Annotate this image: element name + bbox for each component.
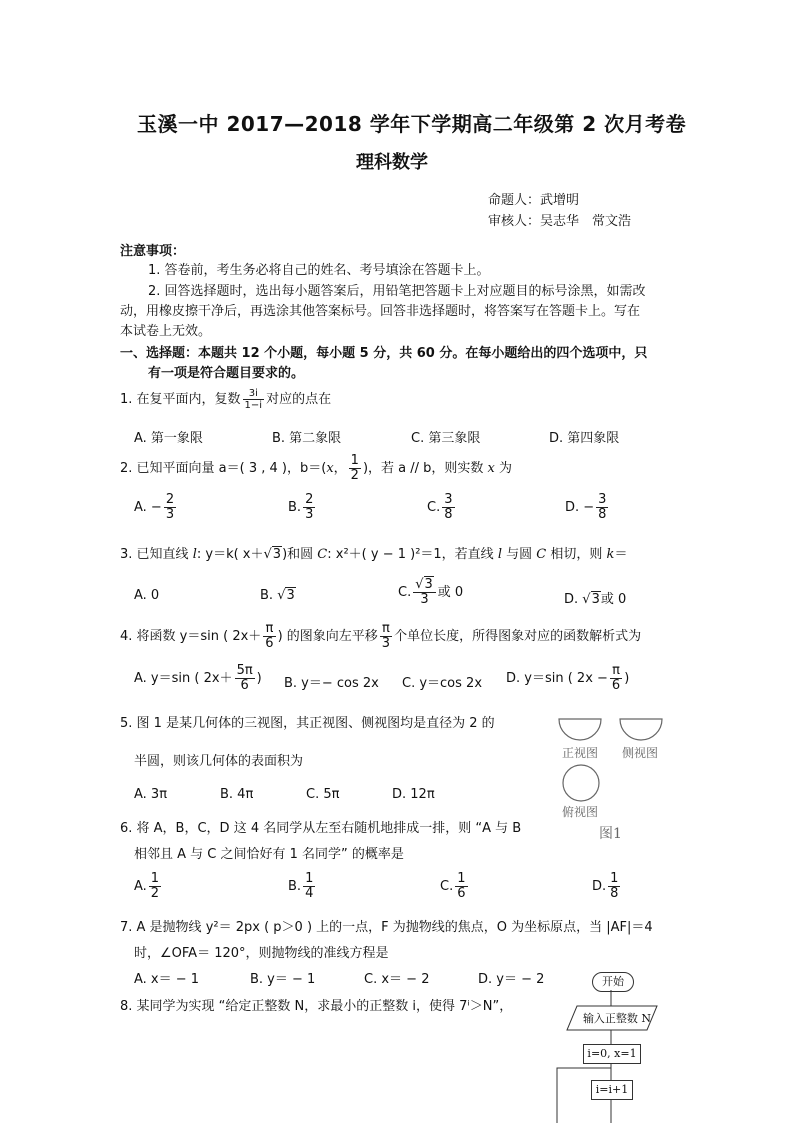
q4-a-post: ) [256,671,262,686]
q2-c-pre: C. [427,500,441,515]
q4-a-pre: A. y＝sin ( 2x＋ [134,671,233,686]
q4-option-d [506,664,629,693]
side-view-label: 侧视图 [622,746,659,760]
q5-option-c: C. 5π [306,787,340,802]
author-name: 武增明 [540,193,580,208]
q3-c-num-root: 3 [424,577,433,592]
q2-option-b [288,493,317,522]
q4-f2-num: π [380,622,392,637]
q6-option-d [592,872,622,901]
q2-d-den: 8 [598,507,607,522]
q2-c-num: 3 [444,492,453,507]
q5-line2: 半圆，则该几何体的表面积为 [134,754,304,769]
q3-option-a: A. 0 [134,588,160,603]
q3-d-post: 或 0 [600,592,627,607]
q3-d-pre: D. [564,592,579,607]
reviewer-names: 吴志华 常文浩 [540,214,632,229]
q7-option-b: B. y＝ − 1 [250,972,316,987]
q1-option-d: D. 第四象限 [549,431,620,446]
q3-d-root: 3 [591,592,600,607]
q4-frac-1 [263,622,275,651]
q6-d-den: 8 [610,886,619,901]
q1-frac-num: 3i [243,388,265,400]
q6-b-num: 1 [305,871,314,886]
q2-a-den: 3 [165,507,175,522]
q2-fraction [349,454,361,483]
q2-b-num: 2 [305,492,314,507]
q3-text-f: 相切，则 [550,547,603,562]
q1-option-a: A. 第一象限 [134,431,203,446]
q3-b-pre: B. [260,588,274,603]
q2-var-x: x [326,461,334,476]
q2-option-c [427,493,457,522]
q6-a-num: 1 [150,871,160,886]
q4-a-num: 5π [236,663,253,678]
q6-c-frac [455,872,467,901]
section1-line2: 有一项是符合题目要求的。 [148,366,305,381]
q4-d-den: 6 [611,678,621,693]
q5-option-d: D. 12π [392,787,435,802]
q4-d-pre: D. y＝sin ( 2x − [506,671,608,686]
q3-var-c2: C [536,547,547,562]
flowchart-step: i=i+1 [591,1080,633,1100]
q2-option-d [565,493,610,522]
q2-b-den: 3 [305,507,314,522]
q3-c-pre: C. [398,585,412,600]
q2-text-end: 为 [499,461,513,476]
q3-c-frac [413,578,436,607]
q2-comma: ， [333,461,347,476]
q1-frac-den: 1−i [244,400,263,411]
q2-a-pre: A. − [134,500,162,515]
q6-option-b [288,872,317,901]
q3-b-root: 3 [286,588,295,603]
q7-option-c: C. x＝ − 2 [364,972,430,987]
q5-option-b: B. 4π [220,787,254,802]
q1-text: 1. 在复平面内，复数 [120,392,241,407]
q3-text-d: : x²＋( y − 1 )²＝1，若直线 [327,547,494,562]
q3-root: 3 [272,547,282,562]
q2-text-mid: )，若 a // b，则实数 [362,461,484,476]
q6-d-pre: D. [592,879,607,894]
notes-heading: 注意事项： [120,244,186,259]
q3-text-e: 与圆 [506,547,533,562]
q4-option-b: B. y＝− cos 2x [284,676,379,691]
q1-option-c: C. 第三象限 [411,431,481,446]
top-view-circle [563,765,599,801]
q2-frac-num: 1 [350,453,359,468]
q3-option-c [398,578,463,607]
q2-text: 2. 已知平面向量 a＝( 3 , 4 )，b＝( [120,461,327,476]
q4-frac-2 [380,622,392,651]
q6-d-frac [608,872,620,901]
q7-line2: 时，∠OFA＝ 120°，则抛物线的准线方程是 [134,946,389,961]
q2-b-pre: B. [288,500,302,515]
q7-option-a: A. x＝ − 1 [134,972,200,987]
q5-line1: 5. 图 1 是某几何体的三视图，其正视图、侧视图均是直径为 2 的 [120,716,495,731]
q6-b-frac [303,872,315,901]
q4-text-a: 4. 将函数 y＝sin ( 2x＋ [120,629,262,644]
q4-f2-den: 3 [381,636,391,651]
q6-line2: 相邻且 A 与 C 之间恰好有 1 名同学” 的概率是 [134,847,404,862]
q6-option-c [440,872,470,901]
q3-option-d: D. √3或 0 [564,592,627,607]
q5-option-a: A. 3π [134,787,168,802]
q3-c-post: 或 0 [437,585,464,600]
flowchart-init: i=0, x=1 [583,1044,641,1064]
q3-text-c: )和圆 [282,547,314,562]
q2-var-x2: x [487,461,495,476]
q6-c-num: 1 [457,871,466,886]
author-line [488,189,579,208]
q6-a-pre: A. [134,879,147,894]
question-3: 3. 已知直线 l: y＝k( x＋√3)和圆 C: x²＋( y − 1 )²＝1，若直线 l 与圆 C 相切，则 k＝ [120,547,628,562]
section1-line1: 一、选择题：本题共 12 个小题，每小题 5 分，共 60 分。在每小题给出的四个选项中，只 [120,346,648,361]
q6-a-frac [149,872,161,901]
q2-b-frac [303,493,315,522]
q4-d-num: π [610,664,622,679]
q7-option-d: D. y＝ − 2 [478,972,545,987]
side-view-semicircle [620,719,662,740]
figure-caption: 图1 [599,826,622,842]
notes-item-1: 1. 答卷前，考生务必将自己的姓名、考号填涂在答题卡上。 [148,263,490,278]
exam-subtitle: 理科数学 [356,152,428,173]
q3-text-b: : y＝k( x＋ [196,547,264,562]
q2-option-a [134,493,178,522]
q3-var-c: C [317,547,328,562]
q2-d-frac [596,493,608,522]
q4-text-c: 个单位长度，所得图象对应的函数解析式为 [394,629,642,644]
q4-a-den: 6 [240,678,249,693]
q8-line1: 8. 某同学为实现 “给定正整数 N，求最小的正整数 i，使得 7ⁱ＞N”， [120,999,513,1014]
front-view-label: 正视图 [562,746,599,760]
q6-b-den: 4 [305,886,314,901]
q3-text-g: ＝ [614,547,628,562]
q4-a-frac [235,664,255,693]
question-4 [120,622,641,651]
q6-b-pre: B. [288,879,302,894]
question-1 [120,388,331,411]
q2-c-den: 8 [444,507,453,522]
q6-d-num: 1 [610,871,619,886]
reviewer-label: 审核人： [488,214,541,229]
notes-item-2-line1: 2. 回答选择题时，选出每小题答案后，用铅笔把答题卡上对应题目的标号涂黑，如需改 [148,284,646,299]
q2-d-num: 3 [598,492,607,507]
q3-text-a: 3. 已知直线 [120,547,189,562]
q3-var-k: k [606,547,615,562]
q6-c-den: 6 [457,886,466,901]
q3-var-l2: l [497,547,502,562]
q3-option-b: B. √3 [260,588,295,603]
top-view-label: 俯视图 [562,805,599,819]
q4-d-frac [610,664,622,693]
q2-frac-den: 2 [350,468,359,483]
q2-a-num: 2 [165,492,175,507]
q4-d-post: ) [624,671,630,686]
exam-title: 玉溪一中 2017—2018 学年下学期高二年级第 2 次月考卷 [137,112,687,136]
reviewer-line [488,210,631,229]
q4-f1-den: 6 [265,636,274,651]
q4-text-b: ) 的图象向左平移 [277,629,378,644]
q6-a-den: 2 [150,886,160,901]
q2-d-pre: D. − [565,500,595,515]
author-label: 命题人： [488,193,541,208]
question-2 [120,454,512,483]
q4-f1-num: π [263,622,275,637]
q6-c-pre: C. [440,879,454,894]
q3-c-den: 3 [420,592,429,607]
q1-option-b: B. 第二象限 [272,431,342,446]
q4-option-a [134,664,262,693]
front-view-semicircle [559,719,601,740]
flowchart-input: 输入正整数 N [582,1012,652,1025]
q6-option-a [134,872,163,901]
notes-item-2-line3: 本试卷上无效。 [120,324,212,339]
q6-line1: 6. 将 A，B，C，D 这 4 名同学从左至右随机地排成一排，则 “A 与 B [120,821,522,836]
q1-text-end: 对应的点在 [266,392,332,407]
q1-fraction [243,388,265,411]
q2-c-frac [442,493,454,522]
q7-line1: 7. A 是抛物线 y²＝ 2px ( p＞0 ) 上的一点，F 为抛物线的焦点，O 为坐标原点，当 |AF|＝4 [120,920,653,935]
q3-var-l: l [192,547,197,562]
notes-item-2-line2: 动，用橡皮擦干净后，再选涂其他答案标号。回答非选择题时，将答案写在答题卡上。写在 [120,304,641,319]
q2-a-frac [164,493,176,522]
q3-c-num: √3 [413,578,436,593]
flowchart-start: 开始 [592,972,634,992]
q4-option-c: C. y＝cos 2x [402,676,483,691]
